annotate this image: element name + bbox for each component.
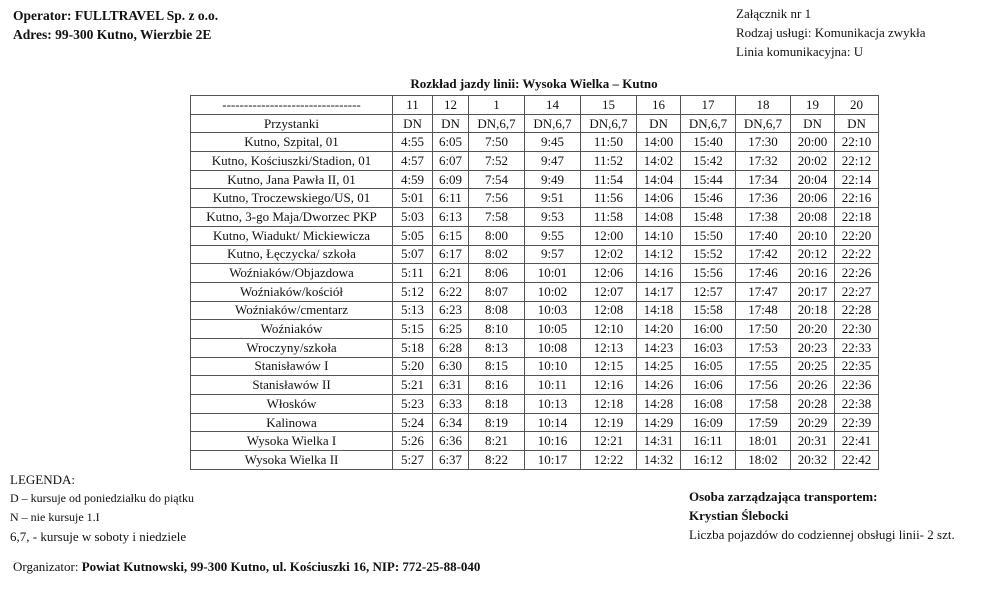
departure-time: 7:54 [469,170,525,189]
departure-time: 22:28 [835,301,879,320]
departure-time: 5:13 [393,301,433,320]
departure-time: 17:55 [736,357,791,376]
departure-time: 12:21 [581,432,637,451]
departure-time: 15:48 [681,208,736,227]
operating-days: DN,6,7 [525,114,581,133]
departure-time: 6:22 [433,282,469,301]
departure-time: 22:18 [835,208,879,227]
departure-time: 16:05 [681,357,736,376]
stop-name: Kutno, Wiadukt/ Mickiewicza [191,226,393,245]
departure-time: 20:06 [791,189,835,208]
departure-time: 11:56 [581,189,637,208]
departure-time: 9:49 [525,170,581,189]
departure-time: 22:36 [835,376,879,395]
departure-time: 17:48 [736,301,791,320]
table-row [191,170,879,189]
departure-time: 12:13 [581,338,637,357]
legend [10,470,194,546]
legend-item: D – kursuje od poniedziałku do piątku [10,491,194,505]
departure-time: 10:11 [525,376,581,395]
departure-time: 5:27 [393,451,433,470]
departure-time: 6:11 [433,189,469,208]
timetable-title: Rozkład jazdy linii: Wysoka Wielka – Kutno [410,76,658,91]
departure-time: 7:58 [469,208,525,227]
operator-address: Adres: 99-300 Kutno, Wierzbie 2E [13,27,212,42]
departure-time: 5:15 [393,320,433,339]
departure-time: 5:24 [393,413,433,432]
departure-time: 10:16 [525,432,581,451]
departure-time: 6:36 [433,432,469,451]
stop-name: Woźniaków/cmentarz [191,301,393,320]
departure-time: 12:08 [581,301,637,320]
table-row [191,395,879,414]
departure-time: 15:56 [681,264,736,283]
stop-name: Kalinowa [191,413,393,432]
stops-header: Przystanki [191,114,393,133]
departure-time: 10:03 [525,301,581,320]
table-row [191,432,879,451]
departure-time: 20:00 [791,133,835,152]
stop-name: Kutno, Łęczycka/ szkoła [191,245,393,264]
departure-time: 20:23 [791,338,835,357]
departure-time: 20:32 [791,451,835,470]
departure-time: 14:08 [637,208,681,227]
departure-time: 22:20 [835,226,879,245]
departure-time: 5:05 [393,226,433,245]
stop-name: Woźniaków/Objazdowa [191,264,393,283]
table-row [191,226,879,245]
departure-time: 20:12 [791,245,835,264]
operating-days: DN,6,7 [581,114,637,133]
stop-name: Kutno, 3-go Maja/Dworzec PKP [191,208,393,227]
departure-time: 8:08 [469,301,525,320]
course-number: 14 [525,96,581,115]
departure-time: 22:39 [835,413,879,432]
timetable [190,95,879,470]
table-row [191,189,879,208]
departure-time: 10:14 [525,413,581,432]
departure-time: 17:36 [736,189,791,208]
course-number: 11 [393,96,433,115]
departure-time: 17:59 [736,413,791,432]
table-row [191,282,879,301]
departure-time: 20:26 [791,376,835,395]
departure-time: 8:19 [469,413,525,432]
departure-time: 7:56 [469,189,525,208]
departure-time: 12:06 [581,264,637,283]
departure-time: 10:01 [525,264,581,283]
departure-time: 6:17 [433,245,469,264]
operating-days: DN [835,114,879,133]
departure-time: 6:15 [433,226,469,245]
departure-time: 17:46 [736,264,791,283]
departure-time: 8:10 [469,320,525,339]
departure-time: 8:15 [469,357,525,376]
departure-time: 11:54 [581,170,637,189]
departure-time: 20:04 [791,170,835,189]
departure-time: 16:08 [681,395,736,414]
departure-time: 14:16 [637,264,681,283]
departure-time: 12:10 [581,320,637,339]
departure-time: 22:33 [835,338,879,357]
departure-time: 14:29 [637,413,681,432]
departure-time: 8:13 [469,338,525,357]
operating-days: DN,6,7 [469,114,525,133]
departure-time: 10:10 [525,357,581,376]
departure-time: 5:26 [393,432,433,451]
departure-time: 16:03 [681,338,736,357]
departure-time: 20:17 [791,282,835,301]
departure-time: 16:12 [681,451,736,470]
departure-time: 5:20 [393,357,433,376]
departure-time: 14:26 [637,376,681,395]
departure-time: 22:22 [835,245,879,264]
organizer-label: Organizator: [13,559,82,574]
departure-time: 20:29 [791,413,835,432]
table-row [191,245,879,264]
stop-name: Kutno, Troczewskiego/US, 01 [191,189,393,208]
course-number: 17 [681,96,736,115]
departure-time: 5:21 [393,376,433,395]
departure-time: 22:26 [835,264,879,283]
departure-time: 12:22 [581,451,637,470]
table-row [191,376,879,395]
departure-time: 14:17 [637,282,681,301]
departure-time: 14:10 [637,226,681,245]
departure-time: 12:00 [581,226,637,245]
departure-time: 20:16 [791,264,835,283]
stop-name: Wysoka Wielka I [191,432,393,451]
departure-time: 10:08 [525,338,581,357]
operating-days: DN [433,114,469,133]
departure-time: 20:20 [791,320,835,339]
departure-time: 4:57 [393,152,433,171]
days-row [191,114,879,133]
operating-days: DN,6,7 [736,114,791,133]
departure-time: 22:14 [835,170,879,189]
departure-time: 6:31 [433,376,469,395]
departure-time: 17:40 [736,226,791,245]
departure-time: 20:25 [791,357,835,376]
departure-time: 16:06 [681,376,736,395]
departure-time: 10:02 [525,282,581,301]
departure-time: 10:05 [525,320,581,339]
departure-time: 6:25 [433,320,469,339]
table-row [191,357,879,376]
departure-time: 11:58 [581,208,637,227]
legend-item: N – nie kursuje 1.I [10,510,100,524]
service-type: Rodzaj usługi: Komunikacja zwykła [736,25,926,40]
departure-time: 5:03 [393,208,433,227]
departure-time: 12:57 [681,282,736,301]
departure-time: 8:00 [469,226,525,245]
departure-time: 22:12 [835,152,879,171]
stop-name: Woźniaków [191,320,393,339]
departure-time: 22:16 [835,189,879,208]
organizer-value: Powiat Kutnowski, 99-300 Kutno, ul. Kościuszki 16, NIP: 772-25-88-040 [81,559,481,574]
course-number: 20 [835,96,879,115]
operator-header [13,6,218,44]
departure-time: 17:56 [736,376,791,395]
departure-time: 14:28 [637,395,681,414]
course-number: 15 [581,96,637,115]
departure-time: 5:07 [393,245,433,264]
departure-time: 14:00 [637,133,681,152]
course-number: 18 [736,96,791,115]
departure-time: 6:13 [433,208,469,227]
departure-time: 14:02 [637,152,681,171]
table-row [191,133,879,152]
operating-days: DN,6,7 [681,114,736,133]
departure-time: 9:57 [525,245,581,264]
departure-time: 20:08 [791,208,835,227]
course-number: 12 [433,96,469,115]
operator-name: Operator: FULLTRAVEL Sp. z o.o. [13,8,219,23]
manager-label: Osoba zarządzająca transportem: [689,489,878,504]
stop-name: Kutno, Jana Pawła II, 01 [191,170,393,189]
departure-time: 6:30 [433,357,469,376]
course-number: 1 [469,96,525,115]
departure-time: 14:06 [637,189,681,208]
stop-name: Wysoka Wielka II [191,451,393,470]
departure-time: 20:18 [791,301,835,320]
departure-time: 14:04 [637,170,681,189]
table-row [191,338,879,357]
table-row [191,301,879,320]
departure-time: 22:38 [835,395,879,414]
stop-name: Kutno, Szpital, 01 [191,133,393,152]
departure-time: 22:35 [835,357,879,376]
course-number: 19 [791,96,835,115]
stop-name: Wroczyny/szkoła [191,338,393,357]
departure-time: 20:28 [791,395,835,414]
departure-time: 17:47 [736,282,791,301]
document-info [736,4,926,61]
legend-item: 6,7, - kursuje w soboty i niedziele [10,529,187,544]
departure-time: 14:25 [637,357,681,376]
departure-time: 8:22 [469,451,525,470]
departure-time: 20:31 [791,432,835,451]
departure-time: 6:09 [433,170,469,189]
departure-time: 16:00 [681,320,736,339]
stop-name: Woźniaków/kościół [191,282,393,301]
departure-time: 10:17 [525,451,581,470]
departure-time: 22:30 [835,320,879,339]
departure-time: 7:50 [469,133,525,152]
departure-time: 18:01 [736,432,791,451]
departure-time: 7:52 [469,152,525,171]
departure-time: 12:19 [581,413,637,432]
departure-time: 6:23 [433,301,469,320]
departure-time: 20:10 [791,226,835,245]
departure-time: 9:47 [525,152,581,171]
departure-time: 15:46 [681,189,736,208]
departure-time: 17:38 [736,208,791,227]
departure-time: 8:16 [469,376,525,395]
operating-days: DN [791,114,835,133]
table-row [191,320,879,339]
departure-time: 6:34 [433,413,469,432]
stop-name: Stanisławów I [191,357,393,376]
departure-time: 8:18 [469,395,525,414]
departure-time: 15:52 [681,245,736,264]
departure-time: 5:18 [393,338,433,357]
table-row [191,451,879,470]
departure-time: 12:16 [581,376,637,395]
departure-time: 12:07 [581,282,637,301]
departure-time: 20:02 [791,152,835,171]
table-row [191,208,879,227]
line-name: Linia komunikacyjna: U [736,44,864,59]
departure-time: 14:12 [637,245,681,264]
departure-time: 17:32 [736,152,791,171]
departure-time: 9:51 [525,189,581,208]
departure-time: 4:59 [393,170,433,189]
stop-name: Włosków [191,395,393,414]
departure-time: 14:18 [637,301,681,320]
departure-time: 12:18 [581,395,637,414]
course-number-row [191,96,879,115]
stop-name: Stanisławów II [191,376,393,395]
operating-days: DN [393,114,433,133]
table-row [191,264,879,283]
departure-time: 22:42 [835,451,879,470]
departure-time: 6:05 [433,133,469,152]
departure-time: 12:02 [581,245,637,264]
departure-time: 15:58 [681,301,736,320]
departure-time: 22:41 [835,432,879,451]
departure-time: 6:37 [433,451,469,470]
departure-time: 6:07 [433,152,469,171]
table-row [191,413,879,432]
departure-time: 15:40 [681,133,736,152]
departure-time: 8:06 [469,264,525,283]
departure-time: 15:50 [681,226,736,245]
stop-name: Kutno, Kościuszki/Stadion, 01 [191,152,393,171]
departure-time: 14:23 [637,338,681,357]
departure-time: 10:13 [525,395,581,414]
departure-time: 6:28 [433,338,469,357]
departure-time: 14:32 [637,451,681,470]
departure-time: 17:30 [736,133,791,152]
departure-time: 17:58 [736,395,791,414]
course-number: 16 [637,96,681,115]
departure-time: 6:21 [433,264,469,283]
departure-time: 14:20 [637,320,681,339]
departure-time: 12:15 [581,357,637,376]
departure-time: 4:55 [393,133,433,152]
departure-time: 18:02 [736,451,791,470]
transport-manager [689,487,955,544]
departure-time: 8:07 [469,282,525,301]
departure-time: 5:11 [393,264,433,283]
departure-time: 16:09 [681,413,736,432]
departure-time: 17:53 [736,338,791,357]
departure-time: 15:44 [681,170,736,189]
departure-time: 22:10 [835,133,879,152]
departure-time: 14:31 [637,432,681,451]
departure-time: 15:42 [681,152,736,171]
departure-time: 5:12 [393,282,433,301]
departure-time: 11:52 [581,152,637,171]
departure-time: 8:02 [469,245,525,264]
corner-cell: -------------------------------- [191,96,393,115]
table-row [191,152,879,171]
departure-time: 5:01 [393,189,433,208]
departure-time: 9:53 [525,208,581,227]
attachment-number: Załącznik nr 1 [736,6,812,21]
departure-time: 22:27 [835,282,879,301]
departure-time: 8:21 [469,432,525,451]
vehicle-count: Liczba pojazdów do codziennej obsługi linii- 2 szt. [689,527,955,542]
departure-time: 11:50 [581,133,637,152]
departure-time: 17:34 [736,170,791,189]
departure-time: 17:50 [736,320,791,339]
legend-title: LEGENDA: [10,472,75,487]
departure-time: 5:23 [393,395,433,414]
departure-time: 9:45 [525,133,581,152]
operating-days: DN [637,114,681,133]
organizer [13,559,480,575]
departure-time: 6:33 [433,395,469,414]
departure-time: 17:42 [736,245,791,264]
manager-name: Krystian Ślebocki [689,508,789,523]
departure-time: 16:11 [681,432,736,451]
departure-time: 9:55 [525,226,581,245]
